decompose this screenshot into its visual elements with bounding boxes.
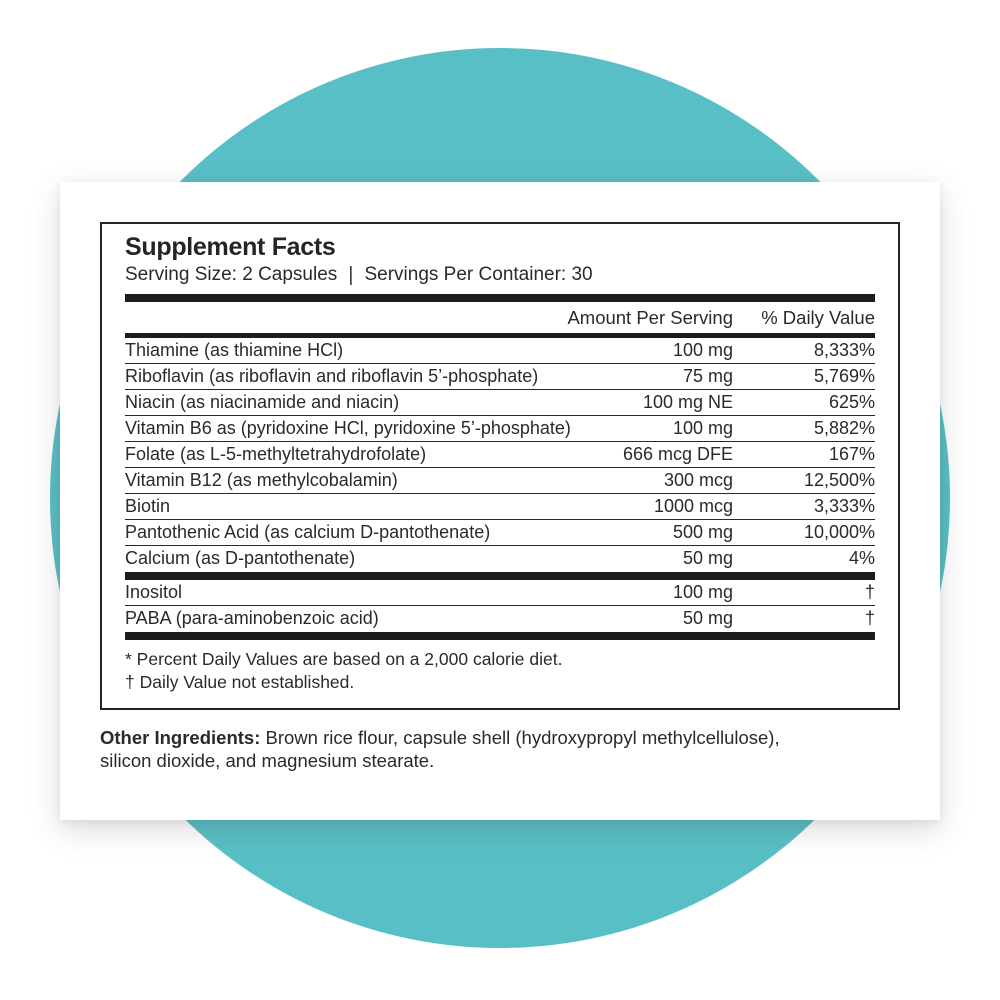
nutrient-amount: 300 mcg bbox=[663, 469, 733, 490]
nutrient-name: Riboflavin (as riboflavin and riboflavin 5’-phosphate) bbox=[125, 365, 539, 386]
other-ingredients-label: Other Ingredients: bbox=[100, 726, 261, 748]
other-ingredients bbox=[100, 726, 805, 772]
footnote-percent-dv: * Percent Daily Values are based on a 2,000 calorie diet. bbox=[125, 648, 563, 669]
nutrient-name: Vitamin B12 (as methylcobalamin) bbox=[125, 469, 398, 490]
serving-divider: | bbox=[348, 264, 354, 286]
nutrient-daily-value: 8,333% bbox=[813, 339, 875, 360]
nutrient-daily-value: 5,882% bbox=[813, 417, 875, 438]
servings-per-container: Servings Per Container: 30 bbox=[364, 264, 593, 285]
thick-rule-middle bbox=[125, 572, 875, 580]
nutrient-amount: 75 mg bbox=[682, 365, 733, 386]
column-header-daily-value: % Daily Value bbox=[761, 306, 875, 328]
nutrient-name: Niacin (as niacinamide and niacin) bbox=[125, 391, 400, 412]
label-card bbox=[60, 182, 940, 820]
nutrient-amount: 50 mg bbox=[682, 608, 733, 628]
nutrient-daily-value: 10,000% bbox=[803, 521, 875, 542]
nutrient-name: Folate (as L-5-methyltetrahydrofolate) bbox=[125, 443, 427, 464]
nutrient-name: Biotin bbox=[125, 495, 171, 516]
table-row bbox=[125, 580, 875, 606]
nutrient-name: PABA (para-aminobenzoic acid) bbox=[125, 608, 379, 628]
nutrient-amount: 50 mg bbox=[682, 548, 733, 568]
serving-info bbox=[125, 262, 875, 288]
nutrient-name: Thiamine (as thiamine HCl) bbox=[125, 339, 344, 360]
thick-rule-top bbox=[125, 294, 875, 302]
nutrient-daily-value: 3,333% bbox=[813, 495, 875, 516]
nutrient-amount: 100 mg NE bbox=[642, 391, 733, 412]
nutrient-amount: 100 mg bbox=[672, 581, 733, 602]
nutrient-daily-value: † bbox=[864, 581, 875, 602]
nutrient-amount: 666 mcg DFE bbox=[622, 443, 733, 464]
nutrient-name: Pantothenic Acid (as calcium D-pantothenate) bbox=[125, 521, 491, 542]
table-row bbox=[125, 364, 875, 390]
table-row bbox=[125, 390, 875, 416]
table-row bbox=[125, 416, 875, 442]
table-row bbox=[125, 468, 875, 494]
table-row bbox=[125, 520, 875, 546]
nutrient-daily-value: † bbox=[864, 608, 875, 628]
nutrient-amount: 100 mg bbox=[672, 339, 733, 360]
nutrient-daily-value: 12,500% bbox=[803, 469, 875, 490]
nutrient-daily-value: 167% bbox=[828, 443, 875, 464]
footnotes bbox=[125, 648, 875, 694]
table-row bbox=[125, 606, 875, 632]
table-row bbox=[125, 442, 875, 468]
nutrient-daily-value: 4% bbox=[848, 548, 875, 568]
supplement-facts-panel bbox=[100, 222, 900, 710]
nutrient-name: Calcium (as D-pantothenate) bbox=[125, 548, 356, 568]
nutrient-daily-value: 625% bbox=[828, 391, 875, 412]
nutrient-name: Inositol bbox=[125, 581, 183, 602]
table-row bbox=[125, 338, 875, 364]
nutrient-amount: 500 mg bbox=[672, 521, 733, 542]
column-headers bbox=[125, 302, 875, 333]
serving-size: Serving Size: 2 Capsules bbox=[125, 264, 338, 285]
nutrient-table bbox=[125, 338, 875, 572]
column-header-amount: Amount Per Serving bbox=[567, 306, 733, 328]
nutrient-amount: 1000 mcg bbox=[653, 495, 733, 516]
nutrient-amount: 100 mg bbox=[672, 417, 733, 438]
table-row bbox=[125, 494, 875, 520]
nutrient-table-no-dv bbox=[125, 580, 875, 632]
table-row bbox=[125, 546, 875, 572]
nutrient-daily-value: 5,769% bbox=[813, 365, 875, 386]
nutrient-name: Vitamin B6 as (pyridoxine HCl, pyridoxine 5’-phosphate) bbox=[125, 417, 571, 438]
thick-rule-bottom bbox=[125, 632, 875, 640]
footnote-dv-not-established: † Daily Value not established. bbox=[125, 671, 355, 692]
other-ingredients-text: Brown rice flour, capsule shell (hydroxypropyl methylcellulose), silicon dioxide, and magnesium stearate. bbox=[100, 726, 780, 771]
panel-title: Supplement Facts bbox=[125, 233, 336, 261]
